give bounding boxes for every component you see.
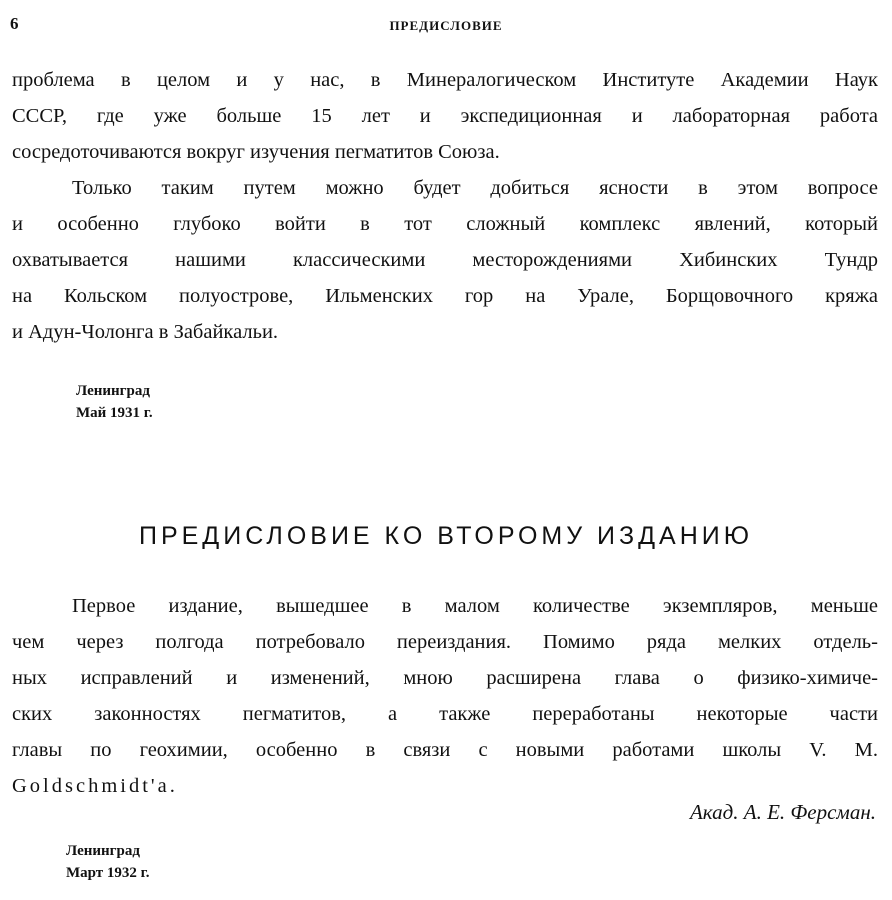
- text-line: чем через полгода потребовало переиздания. Помимо ряда мелких отдель-: [12, 631, 878, 653]
- section-title: ПРЕДИСЛОВИЕ КО ВТОРОМУ ИЗДАНИЮ: [138, 522, 753, 550]
- text-line: Только таким путем можно будет добиться ясности в этом вопросе: [72, 177, 878, 199]
- place-date-second: [66, 840, 150, 884]
- paragraph-continuation: [12, 62, 878, 170]
- paragraph-main: [12, 170, 878, 350]
- text-line: Первое издание, вышедшее в малом количестве экземпляров, меньше: [72, 595, 878, 617]
- running-head: ПРЕДИСЛОВИЕ: [389, 18, 503, 33]
- text-line: ских законностях пегматитов, а также переработаны некоторые части: [12, 703, 878, 725]
- page-number: 6: [10, 14, 19, 33]
- paragraph-second-edition: [12, 588, 878, 804]
- text-line: на Кольском полуострове, Ильменских гор на Урале, Борщовочного кряжа: [12, 285, 878, 307]
- text-line: охватывается нашими классическими месторождениями Хибинских Тундр: [12, 249, 878, 271]
- text-line: СССР, где уже больше 15 лет и экспедиционная и лабораторная работа: [12, 105, 878, 127]
- signature: Акад. А. Е. Ферсман.: [689, 800, 876, 824]
- text-line: сосредоточиваются вокруг изучения пегматитов Союза.: [12, 141, 500, 163]
- place: Ленинград: [76, 383, 150, 399]
- text-line: и особенно глубоко войти в тот сложный комплекс явлений, который: [12, 213, 878, 235]
- date: Май 1931 г.: [76, 405, 153, 421]
- text-line: проблема в целом и у нас, в Минералогическом Институте Академии Наук: [12, 69, 878, 91]
- text-line: и Адун-Чолонга в Забайкальи.: [12, 321, 279, 343]
- place-date-first: [76, 380, 153, 424]
- text-line: главы по геохимии, особенно в связи с новыми работами школы V. M.: [12, 739, 878, 761]
- date: Март 1932 г.: [66, 865, 150, 881]
- place: Ленинград: [66, 843, 140, 859]
- text-line: ных исправлений и изменений, мною расширена глава о физико-химиче-: [12, 667, 878, 689]
- text-line: Goldschmidt'a.: [12, 775, 178, 797]
